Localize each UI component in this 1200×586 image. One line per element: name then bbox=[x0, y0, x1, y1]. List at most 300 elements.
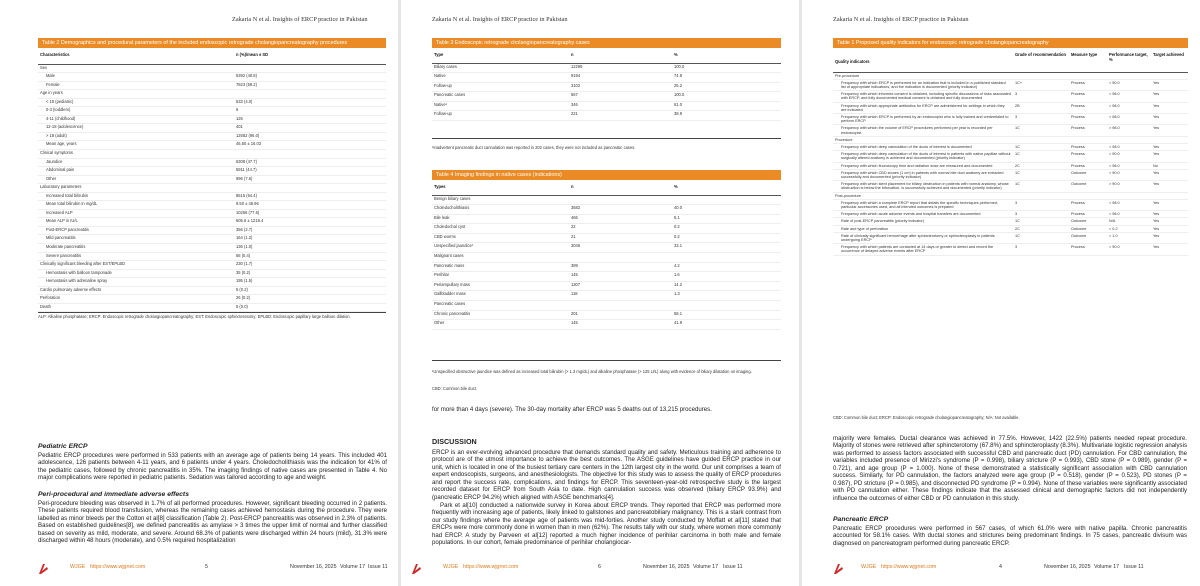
table-2-row-cell: 4-11 (childhood) bbox=[38, 115, 234, 124]
table-1-row-cell: Yes bbox=[1151, 225, 1188, 232]
table-4-row-cell: Other bbox=[432, 320, 569, 330]
table-2-row-cell: 996 (7.6) bbox=[234, 175, 386, 184]
table-4-row-cell: 21 bbox=[569, 233, 672, 243]
table-1-row-cell: > 90.0 bbox=[1107, 151, 1151, 162]
table-1-row-cell: Yes bbox=[1151, 151, 1188, 162]
table-1-row-cell: Yes bbox=[1151, 199, 1188, 210]
footer-volume: Volume 17 bbox=[693, 564, 719, 570]
table-2-row bbox=[38, 64, 386, 73]
table-4-row bbox=[432, 205, 781, 215]
table-1-row-cell: Outcome bbox=[1069, 232, 1107, 243]
table-2-row-cell: Hemostasis with adrenaline spray bbox=[38, 278, 234, 287]
table-4-row-cell bbox=[672, 301, 781, 311]
table-1-col-target: Performance target, % bbox=[1107, 52, 1151, 72]
table-1-row-cell: Frequency with which the volume of ERCP procedures performed per year is recorded per endoscopist bbox=[833, 125, 1013, 136]
footer-date: November 16, 2025 bbox=[1044, 564, 1091, 570]
table-1-row bbox=[833, 211, 1188, 218]
page-4 bbox=[802, 0, 1200, 586]
section-adverse-text: Peri-procedure bleeding was observed in 1.7% of all performed procedures. However, significant bleeding occurred in 2 patients. These patients required blood transfusion, whereas the remaining cases achieved hemostasis during the procedure. They were labelled as minor bleeds per the Cotton et al[8] classification (Table 2). Post-ERCP pancreatitis was observed in 2.3% of patients. Based on established guidelines[8], we defined pancreatitis as amylase > 3 times the upper limit of normal and further classified based on severity as mild, moderate, and severe. Around 68.3% of patients were discharged within 24 hours (mild), 31.3% were discharged within 48 hours (moderate), and 0.5% required hospitalization bbox=[38, 500, 387, 545]
table-2-row bbox=[38, 218, 386, 227]
table-4-row-cell: Gallbladder mass bbox=[432, 291, 569, 301]
table-2-row-cell: Mean total bilirubin in mg/dL bbox=[38, 201, 234, 210]
table-3-row-cell: 61.0 bbox=[672, 101, 781, 111]
running-header: Zakaria N et al. Insights of ERCP practice in Pakistan bbox=[432, 16, 568, 23]
table-1-col-measure: Measure type bbox=[1069, 52, 1107, 72]
table-2-bottom-rule bbox=[38, 312, 386, 313]
table-4-row bbox=[432, 310, 781, 320]
table-3-title: Table 3 Endoscopic retrograde cholangiopancreatography cases bbox=[432, 38, 781, 48]
table-1-row-cell: Process bbox=[1069, 211, 1107, 218]
table-1-row-cell: Yes bbox=[1151, 244, 1188, 255]
table-4-row bbox=[432, 262, 781, 272]
footer-issue: Issue 11 bbox=[1124, 564, 1144, 570]
table-4-row bbox=[432, 214, 781, 224]
table-2-row-cell: Hemostasis with balloon tamponade bbox=[38, 269, 234, 278]
table-2-row-cell bbox=[234, 90, 386, 99]
table-2-row-cell: < 18 (pediatric) bbox=[38, 98, 234, 107]
table-2-row bbox=[38, 269, 386, 278]
table-1-row bbox=[833, 244, 1188, 255]
table-4-row-cell: 3682 bbox=[569, 205, 672, 215]
table-1-row-cell: > 98.0 bbox=[1107, 125, 1151, 136]
table-1-row-cell: 1C bbox=[1013, 232, 1069, 243]
table-1-row-cell bbox=[1107, 192, 1151, 199]
table-1-row-cell: Process bbox=[1069, 151, 1107, 162]
table-2-row-cell: Severe pancreatitis bbox=[38, 252, 234, 261]
table-4-row-cell: 3046 bbox=[569, 243, 672, 253]
table-4-row-cell: Chronic pancreatitis bbox=[432, 310, 569, 320]
table-1-row-cell: Rate of clinically significant hemorrhage after sphincterotomy or sphincteroplasty in patients undergoing ERCP bbox=[833, 232, 1013, 243]
table-1-row-cell: > 90.0 bbox=[1107, 79, 1151, 90]
table-2-row bbox=[38, 175, 386, 184]
table-4-row bbox=[432, 272, 781, 282]
table-4-row-cell: 0.2 bbox=[672, 224, 781, 234]
table-3-row-cell: Follow-up bbox=[432, 111, 569, 121]
table-4-row bbox=[432, 291, 781, 301]
table-1-row bbox=[833, 181, 1188, 192]
table-2-row-cell: 401 bbox=[234, 124, 386, 133]
table-2-row-cell bbox=[234, 184, 386, 193]
table-1-row-cell bbox=[1069, 192, 1107, 199]
table-4-row-cell: 40.0 bbox=[672, 205, 781, 215]
table-4-row-cell: 22 bbox=[569, 224, 672, 234]
table-3-row-cell: Pancreatic cases bbox=[432, 92, 569, 102]
table-4-row bbox=[432, 233, 781, 243]
table-1-row-cell: Process bbox=[1069, 102, 1107, 113]
table-3-col-n: n bbox=[569, 52, 672, 63]
table-4-row-cell: Pancreatic cases bbox=[432, 301, 569, 311]
table-2-row-cell: 605.6 ± 1218.4 bbox=[234, 218, 386, 227]
table-4-row bbox=[432, 301, 781, 311]
table-4-row-cell: CBD worms bbox=[432, 233, 569, 243]
table-1-row-cell bbox=[1069, 136, 1107, 143]
table-4-row-cell: Malignant cases bbox=[432, 253, 569, 263]
table-2-row bbox=[38, 261, 386, 270]
table-1-row-cell: Yes bbox=[1151, 79, 1188, 90]
table-1-row-cell: Rate and type of perforation bbox=[833, 225, 1013, 232]
table-1-row-cell: Frequency with which informed consent is obtained, including specific discussions of risks associated with ERCP, and fully documented medical consent is obtained and fully documented bbox=[833, 91, 1013, 102]
table-2-row-cell: Post-ERCP pancreatitis bbox=[38, 226, 234, 235]
table-4-col-types: Types bbox=[432, 184, 569, 195]
table-2-title: Table 2 Demographics and procedural parameters of the included endoscopic retrograde cholangiopancreatography procedures bbox=[38, 38, 386, 48]
table-1-row-cell: Process bbox=[1069, 199, 1107, 210]
section-heading-pancreatic: Pancreatic ERCP bbox=[833, 516, 889, 523]
table-1-row-cell: Yes bbox=[1151, 181, 1188, 192]
table-1-row-cell: 2C bbox=[1013, 225, 1069, 232]
table-2-row-cell: 12-18 (adolescence) bbox=[38, 124, 234, 133]
section-heading-pediatric: Pediatric ERCP bbox=[38, 443, 88, 450]
table-3-row-cell: 221 bbox=[569, 111, 672, 121]
footer-issue: Issue 11 bbox=[368, 564, 388, 570]
table-2-row-cell: Abdominal pain bbox=[38, 167, 234, 176]
table-4-row-cell: 118 bbox=[569, 291, 672, 301]
table-2-row bbox=[38, 73, 386, 82]
table-1-row bbox=[833, 232, 1188, 243]
table-2-row bbox=[38, 132, 386, 141]
footer-url[interactable]: https://www.wjgnet.com bbox=[463, 564, 519, 570]
table-2-row bbox=[38, 209, 386, 218]
table-2-row bbox=[38, 278, 386, 287]
table-2-row-cell bbox=[234, 149, 386, 158]
table-1-row-cell bbox=[1151, 192, 1188, 199]
table-1-row-cell: > 98.0 bbox=[1107, 199, 1151, 210]
table-4-row bbox=[432, 320, 781, 330]
table-4-row-cell bbox=[569, 253, 672, 263]
table-1-row-cell: Frequency with which patients are contacted at 14 days or greater to detect and record the occurrence of delayed adverse events after ERCP bbox=[833, 244, 1013, 255]
table-2-row-cell: 7823 (59.2) bbox=[234, 81, 386, 90]
table-1-row-cell: 1C bbox=[1013, 218, 1069, 225]
table-1-row-cell: 3 bbox=[1013, 211, 1069, 218]
table-1-row-cell: 2B bbox=[1013, 102, 1069, 113]
table-1-row-cell: 3 bbox=[1013, 91, 1069, 102]
table-3 bbox=[432, 52, 781, 121]
table-3-row-cell: 38.9 bbox=[672, 111, 781, 121]
table-1-row-cell: Frequency with which stent placement for biliary obstruction in patients with normal anatomy, whose obstruction is below the bifurcation, is successfully achieved and documented (priority indicator) bbox=[833, 181, 1013, 192]
table-2-row-cell: 5392 (40.8) bbox=[234, 73, 386, 82]
table-1-row-cell: Outcome bbox=[1069, 169, 1107, 180]
footer-journal: WJGE bbox=[861, 564, 877, 570]
table-2-row-cell: Mean age, years bbox=[38, 141, 234, 150]
discussion-heading: DISCUSSION bbox=[432, 437, 477, 446]
table-1-row-cell: Yes bbox=[1151, 91, 1188, 102]
table-1-row-cell: Process bbox=[1069, 125, 1107, 136]
table-1-row bbox=[833, 143, 1188, 150]
table-1-row-cell: < 0.2 bbox=[1107, 225, 1151, 232]
table-1-note: CBD: Common bile duct; ERCP: Endoscopic retrograde cholangiopancreatography; N/A: Not available. bbox=[833, 415, 1020, 420]
table-2-row-cell: Laboratory parameters bbox=[38, 184, 234, 193]
table-2-row bbox=[38, 115, 386, 124]
table-2-row-cell: 12682 (96.0) bbox=[234, 132, 386, 141]
baishideng-logo-icon bbox=[411, 563, 422, 575]
table-4-title: Table 4 Imaging findings in native cases (indications) bbox=[432, 170, 781, 180]
table-1-row-cell: 3 bbox=[1013, 199, 1069, 210]
table-2-row bbox=[38, 167, 386, 176]
table-3-row bbox=[432, 111, 781, 121]
section-pediatric-text: Pediatric ERCP procedures were performed in 533 patients with an average age of patients being 14 years. This included 401 adolescence, 126 patients between 4-11 years, and 6 patients under 4 years. Choledocholithiasis was the indication for 41% of the pediatric cases, followed by chronic pancreatitis in 35%. The imaging findings of native cases are presented in Table 4. No major complications were reported in pediatric patients. Sedation was tailored according to age and weight. bbox=[38, 452, 387, 482]
table-1-row bbox=[833, 136, 1188, 143]
table-1-row bbox=[833, 72, 1188, 79]
table-1-row bbox=[833, 91, 1188, 102]
table-1 bbox=[833, 52, 1188, 256]
table-2-row-cell: 5 (0.0) bbox=[234, 303, 386, 312]
table-1-row-cell bbox=[1151, 72, 1188, 79]
table-2-row-cell: 230 (1.7) bbox=[234, 261, 386, 270]
table-1-row-cell: Yes bbox=[1151, 113, 1188, 124]
table-2-row-cell: 0-3 (toddlers) bbox=[38, 107, 234, 116]
table-1-row-cell: > 98.0 bbox=[1107, 143, 1151, 150]
table-1-row-cell: Frequency with which fluoroscopy time and radiation dose are measured and documented bbox=[833, 162, 1013, 169]
table-1-row-cell: Outcome bbox=[1069, 225, 1107, 232]
table-4-row-cell: 14.2 bbox=[672, 281, 781, 291]
footer-url[interactable]: https://www.wjgnet.com bbox=[90, 564, 146, 570]
table-1-row-cell: > 98.0 bbox=[1107, 162, 1151, 169]
table-1-row-cell: Frequency with which ERCP is performed for an indication that is included in a published standard list of appropriate indications, and the indication is documented (priority indicator) bbox=[833, 79, 1013, 90]
table-3-bottom-rule bbox=[432, 138, 781, 139]
table-4-row-cell: 1307 bbox=[569, 281, 672, 291]
table-4-row-cell bbox=[569, 195, 672, 205]
table-2-row bbox=[38, 158, 386, 167]
table-4-abbrev: CBD: Common bile duct. bbox=[432, 386, 478, 391]
table-1-row-cell: 1C bbox=[1013, 181, 1069, 192]
table-4-row-cell: 33.1 bbox=[672, 243, 781, 253]
table-1-row-cell: Frequency with which deep cannulation of the ducts of interest in patients with native papillae without surgically altered anatomy is achieved and documented (priority indicator) bbox=[833, 151, 1013, 162]
table-1-row-cell: 1C bbox=[1013, 169, 1069, 180]
table-3-row-cell: 12295 bbox=[569, 63, 672, 73]
table-1-row-cell: > 90.0 bbox=[1107, 169, 1151, 180]
table-2-row bbox=[38, 243, 386, 252]
table-2-row bbox=[38, 201, 386, 210]
table-1-row-cell: Yes bbox=[1151, 102, 1188, 113]
table-3-row-cell: 74.8 bbox=[672, 73, 781, 83]
table-1-row-cell: > 98.0 bbox=[1107, 211, 1151, 218]
table-1-row-cell: N/A bbox=[1107, 218, 1151, 225]
running-header: Zakaria N et al. Insights of ERCP practice in Pakistan bbox=[833, 16, 969, 23]
baishideng-logo-icon bbox=[833, 563, 844, 575]
table-1-row-cell: Frequency with which deep cannulation of the ducts of interest is documented bbox=[833, 143, 1013, 150]
table-2-row bbox=[38, 226, 386, 235]
table-3-row-cell: Native¹ bbox=[432, 101, 569, 111]
table-1-row-cell: 1C+ bbox=[1013, 79, 1069, 90]
table-2-row-cell: 9.50 ± 48.96 bbox=[234, 201, 386, 210]
table-1-row-cell: Frequency with which CBD stones (1 cm) in patients with normal bile duct anatomy are extracted successfully and documented (priority indicator) bbox=[833, 169, 1013, 180]
table-2-row-cell: 6 bbox=[234, 107, 386, 116]
table-4-row-cell: 4.2 bbox=[672, 262, 781, 272]
table-1-row-cell: Procedure bbox=[833, 136, 1013, 143]
table-1-row-cell: > 90.0 bbox=[1107, 244, 1151, 255]
table-4-col-pct: % bbox=[672, 184, 781, 195]
table-4-row bbox=[432, 253, 781, 263]
table-3-row-cell: Follow-up bbox=[432, 82, 569, 92]
table-1-row-cell: Frequency with which ERCP is performed by an endoscopist who is fully trained and credentialed to perform ERCP bbox=[833, 113, 1013, 124]
table-1-row-cell: Process bbox=[1069, 79, 1107, 90]
table-1-row-cell: Process bbox=[1069, 143, 1107, 150]
table-4-row-cell bbox=[672, 195, 781, 205]
footer-volume: Volume 17 bbox=[340, 564, 366, 570]
table-2-row bbox=[38, 141, 386, 150]
table-2-row bbox=[38, 124, 386, 133]
table-4-row-cell: Pancreatic mass bbox=[432, 262, 569, 272]
table-1-row-cell: 1C bbox=[1013, 151, 1069, 162]
table-2-row-cell: Clinically significant bleeding after EST/EPLBD bbox=[38, 261, 234, 270]
table-2-row-cell: 26 (0.2) bbox=[234, 295, 386, 304]
table-2-row-cell: Mean ALP in IU/L bbox=[38, 218, 234, 227]
table-1-row-cell: > 90.0 bbox=[1107, 181, 1151, 192]
footer-url[interactable]: https://www.wjgnet.com bbox=[881, 564, 937, 570]
table-1-row-cell: Frequency with which acute adverse events and hospital transfers are documented bbox=[833, 211, 1013, 218]
table-4-row-cell: Benign biliary cases bbox=[432, 195, 569, 205]
table-3-row-cell: 100.0 bbox=[672, 92, 781, 102]
table-2-row-cell: Increased total bilirubin bbox=[38, 192, 234, 201]
table-3-row-cell: Biliary cases bbox=[432, 63, 569, 73]
table-1-row-cell: Yes bbox=[1151, 232, 1188, 243]
table-1-row-cell: > 98.0 bbox=[1107, 102, 1151, 113]
table-4-row-cell: 0.2 bbox=[672, 233, 781, 243]
table-4-row bbox=[432, 224, 781, 234]
table-2-row-cell: 5911 (44.7) bbox=[234, 167, 386, 176]
table-1-row bbox=[833, 162, 1188, 169]
page-6 bbox=[401, 0, 799, 586]
footer-issue: Issue 11 bbox=[723, 564, 743, 570]
table-2-row-cell: 8515 (64.4) bbox=[234, 192, 386, 201]
table-2-row bbox=[38, 286, 386, 295]
table-1-row bbox=[833, 125, 1188, 136]
table-2-row bbox=[38, 81, 386, 90]
table-4-row-cell: Bile leak bbox=[432, 214, 569, 224]
footer-date: November 16, 2025 bbox=[290, 564, 337, 570]
table-4-row-cell: 145 bbox=[569, 272, 672, 282]
discussion-text-1: ERCP is an ever-evolving advanced procedure that demands standard quality and safety. Meticulous training and adherence to protocol are of the utmost importance to achieve the best outcomes. The ASGE guidelines have guided ERCP practice in our unit, which is located in one of the busiest tertiary care centers in the 12th largest city in the world. Our unit comprises a team of expert endoscopists, surgeons, and anesthesiologists. The objective for this study was to assess the quality of ERCP procedures and report the success rate, complications, and findings for ERCP. This seventeen-year-old retrospective study is the largest recorded dataset for ERCP from South Asia to date. High cannulation success was observed (biliary ERCP 93.9%) and (pancreatic ERCP 94.2%) which aligned with ASGE benchmarks[4]. bbox=[432, 449, 781, 501]
table-1-row-cell: Yes bbox=[1151, 143, 1188, 150]
table-2-row-cell: Increased ALP bbox=[38, 209, 234, 218]
table-1-row-cell: Post-procedure bbox=[833, 192, 1013, 199]
table-2-row-cell: 35 (0.2) bbox=[234, 269, 386, 278]
table-4-row-cell: 389 bbox=[569, 262, 672, 272]
table-1-row-cell: 3 bbox=[1013, 113, 1069, 124]
table-1-row-cell: Yes bbox=[1151, 218, 1188, 225]
table-2-row-cell: Perforation bbox=[38, 295, 234, 304]
running-header: Zakaria N et al. Insights of ERCP practice in Pakistan bbox=[232, 16, 368, 23]
table-1-row-cell: Rate of post-ERCP pancreatitis (priority indicator) bbox=[833, 218, 1013, 225]
table-1-row-cell: < 1.0 bbox=[1107, 232, 1151, 243]
table-4-row-cell: 145 bbox=[569, 320, 672, 330]
table-2-col-characteristics: Characteristics bbox=[38, 52, 234, 64]
baishideng-logo-icon bbox=[38, 563, 49, 575]
table-1-row-cell: Outcome bbox=[1069, 218, 1107, 225]
table-1-title: Table 1 Proposed quality indicators for endoscopic retrograde cholangiopancreatography bbox=[833, 38, 1188, 48]
table-2-row-cell: Male bbox=[38, 73, 234, 82]
table-1-row-cell: > 98.0 bbox=[1107, 91, 1151, 102]
table-2-row bbox=[38, 235, 386, 244]
table-3-row-cell: 9194 bbox=[569, 73, 672, 83]
table-2-row-cell: 5 (0.2) bbox=[234, 286, 386, 295]
table-1-row bbox=[833, 79, 1188, 90]
results-continued: for more than 4 days (severe). The 30-day mortality after ERCP was 5 deaths out of 13,215 procedures. bbox=[432, 406, 712, 413]
table-1-row-cell: Process bbox=[1069, 113, 1107, 124]
table-4-row-cell: 1.3 bbox=[672, 291, 781, 301]
table-2-row bbox=[38, 295, 386, 304]
table-2-row-cell bbox=[234, 64, 386, 73]
table-4-row-cell bbox=[672, 253, 781, 263]
table-3-note: ¹Inadvertent pancreatic duct cannulation was reported in 202 cases, they were not included as pancreatic cases. bbox=[432, 145, 636, 150]
footer-volume: Volume 17 bbox=[1094, 564, 1120, 570]
footer-journal: WJGE bbox=[70, 564, 86, 570]
table-4-row-cell: 5.1 bbox=[672, 214, 781, 224]
table-1-row-cell: Process bbox=[1069, 244, 1107, 255]
table-4-row-cell: Choledochal cyst bbox=[432, 224, 569, 234]
table-3-row-cell: 100.0 bbox=[672, 63, 781, 73]
table-3-row-cell: 567 bbox=[569, 92, 672, 102]
table-2-row-cell: 56 (0.4) bbox=[234, 252, 386, 261]
page-5 bbox=[0, 0, 398, 586]
table-1-row-cell: Frequency with which appropriate antibiotics for ERCP are administered for settings in which they are indicated bbox=[833, 102, 1013, 113]
table-3-col-pct: % bbox=[672, 52, 781, 63]
table-1-row-cell: 3 bbox=[1013, 244, 1069, 255]
table-1-row-cell bbox=[1107, 136, 1151, 143]
table-2-row-cell: Mild pancreatitis bbox=[38, 235, 234, 244]
discussion-text-2: Park et al[10] conducted a nationwide survey in Korea about ERCP trends. They reported that ERCP was performed more frequently with increasing age of patients, likely linked to gallstones and pancreatobiliary malignancy. This is a stark contrast from our study findings where the average age of patients was mid-forties. Another study conducted by Moffatt et al[11] stated that ERCPs were more commonly done in women than in men (62%). The results tally with our study, where women more commonly had ERCP. A study by Parveen et al[12] reported a much higher incidence of perihilar carcinoma in both male and female populations. In our cohort, female predominance of perihilar cholangiocar- bbox=[432, 502, 781, 547]
table-1-row bbox=[833, 192, 1188, 199]
table-2 bbox=[38, 52, 386, 312]
table-4-row bbox=[432, 195, 781, 205]
table-2-row bbox=[38, 192, 386, 201]
table-2-row-cell: > 18 (adult) bbox=[38, 132, 234, 141]
table-4-row-cell: Unspecified jaundice¹ bbox=[432, 243, 569, 253]
table-1-row-cell: No bbox=[1151, 162, 1188, 169]
table-2-row-cell: Other bbox=[38, 175, 234, 184]
table-3-row-cell: 3102 bbox=[569, 82, 672, 92]
table-1-row-cell: Outcome bbox=[1069, 181, 1107, 192]
table-2-row-cell: Jaundice bbox=[38, 158, 234, 167]
table-1-row-cell: Pre-procedure bbox=[833, 72, 1013, 79]
table-1-col-grade: Grade of recommendation bbox=[1013, 52, 1069, 72]
table-4-row bbox=[432, 281, 781, 291]
table-1-col-achieved: Target achieved bbox=[1151, 52, 1188, 72]
table-2-row-cell: 164 (1.2) bbox=[234, 235, 386, 244]
table-1-row-cell: Yes bbox=[1151, 125, 1188, 136]
table-4-row-cell: 201 bbox=[569, 310, 672, 320]
table-1-col-indicator: Quality indicators bbox=[833, 52, 1013, 72]
table-2-row bbox=[38, 90, 386, 99]
table-1-row-cell: 2C bbox=[1013, 162, 1069, 169]
table-1-row-cell: Yes bbox=[1151, 211, 1188, 218]
table-4-row-cell: 58.1 bbox=[672, 310, 781, 320]
section-heading-adverse: Peri-procedural and immediate adverse effects bbox=[38, 491, 189, 498]
table-1-row-cell bbox=[1069, 72, 1107, 79]
table-1-row bbox=[833, 218, 1188, 225]
table-2-row-cell: Cardio pulmonary adverse effects bbox=[38, 286, 234, 295]
table-2-col-n: n (%)/mean ± SD bbox=[234, 52, 386, 64]
table-3-row-cell: 346 bbox=[569, 101, 672, 111]
table-1-row-cell bbox=[1013, 72, 1069, 79]
table-2-row-cell: 126 bbox=[234, 115, 386, 124]
table-1-row-cell: 1C bbox=[1013, 125, 1069, 136]
table-4-row-cell: Perihilar bbox=[432, 272, 569, 282]
table-1-row bbox=[833, 225, 1188, 232]
table-3-row bbox=[432, 73, 781, 83]
table-4 bbox=[432, 184, 781, 330]
table-4-note: ¹Unspecified obstructive jaundice was defined as increased total bilirubin (> 1.3 mg/dL) and alkaline phosphatase (> 125 U/L) along with evidence of biliary dilatation on imaging. bbox=[432, 369, 752, 374]
table-1-row bbox=[833, 151, 1188, 162]
table-2-row bbox=[38, 98, 386, 107]
table-1-row-cell: Frequency with which a complete ERCP report that details the specific techniques performed, particular accessories used, and all intended outcomes is prepared bbox=[833, 199, 1013, 210]
table-4-row-cell: 41.9 bbox=[672, 320, 781, 330]
table-4-row bbox=[432, 243, 781, 253]
table-3-col-type: Type bbox=[432, 52, 569, 63]
table-3-row-cell: Native bbox=[432, 73, 569, 83]
table-2-row-cell: Death bbox=[38, 303, 234, 312]
table-1-row-cell bbox=[1013, 136, 1069, 143]
table-4-bottom-rule bbox=[432, 360, 781, 361]
